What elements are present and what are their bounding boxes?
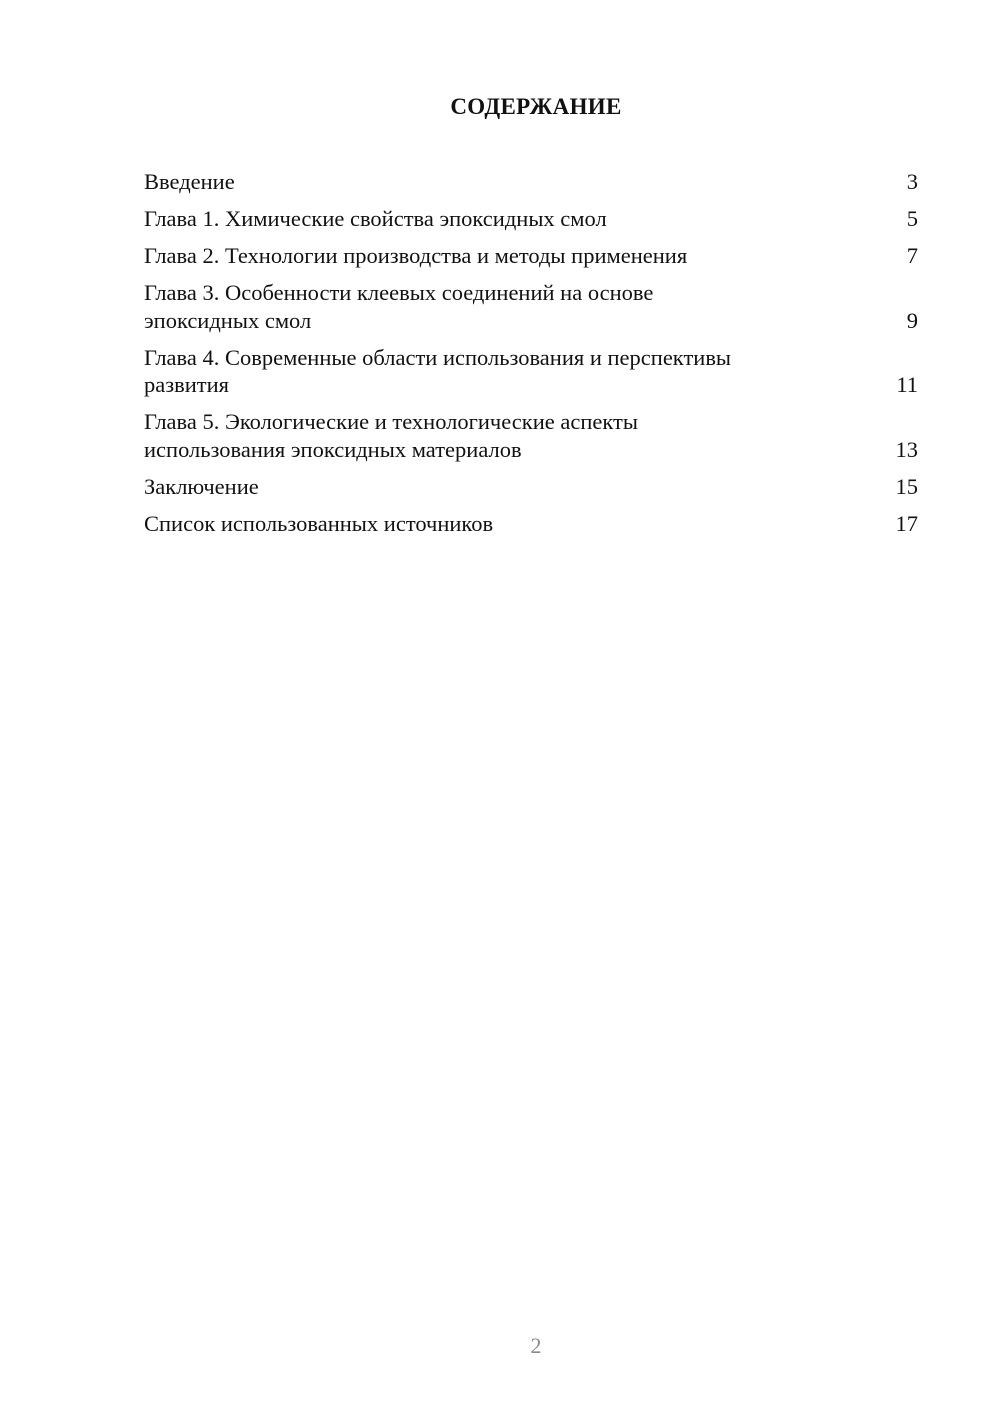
toc-entry-page-number: 9 (906, 307, 918, 333)
toc-entry-page-number: 5 (906, 206, 918, 231)
toc-entry-page-number: 11 (896, 372, 918, 397)
toc-entry-chapter-1[interactable] (144, 205, 918, 233)
toc-entry-chapter-2[interactable] (144, 242, 918, 270)
toc-entry-chapter-3[interactable] (144, 279, 918, 334)
toc-entry-introduction[interactable] (144, 168, 918, 196)
toc-entry-label: Глава 1. Химические свойства эпоксидных смол (144, 206, 607, 231)
toc-entry-label: Введение (144, 169, 235, 194)
toc-entry-page-number: 3 (906, 169, 918, 194)
toc-entry-page-number: 13 (895, 436, 918, 462)
toc-entry-label: Список использованных источников (144, 510, 494, 536)
toc-list (144, 168, 918, 547)
toc-entry-chapter-5[interactable] (144, 408, 918, 463)
toc-title: СОДЕРЖАНИЕ (450, 94, 622, 119)
toc-entry-label: Глава 5. Экологические и технологические аспекты использования эпоксидных материалов (144, 409, 638, 462)
page-number: 2 (530, 1333, 542, 1358)
toc-entry-label: Глава 3. Особенности клеевых соединений на основе эпоксидных смол (144, 280, 654, 333)
toc-entry-label: Заключение (144, 473, 259, 499)
toc-entry-label: Глава 4. Современные области использования и перспективы развития (144, 344, 732, 397)
toc-entry-page-number: 17 (895, 510, 918, 536)
toc-entry-page-number: 7 (906, 243, 918, 268)
toc-entry-label: Глава 2. Технологии производства и методы применения (144, 243, 688, 268)
toc-entry-conclusion[interactable] (144, 473, 918, 501)
toc-entry-references[interactable] (144, 510, 918, 538)
toc-entry-chapter-4[interactable] (144, 344, 918, 399)
toc-entry-page-number: 15 (895, 473, 918, 499)
